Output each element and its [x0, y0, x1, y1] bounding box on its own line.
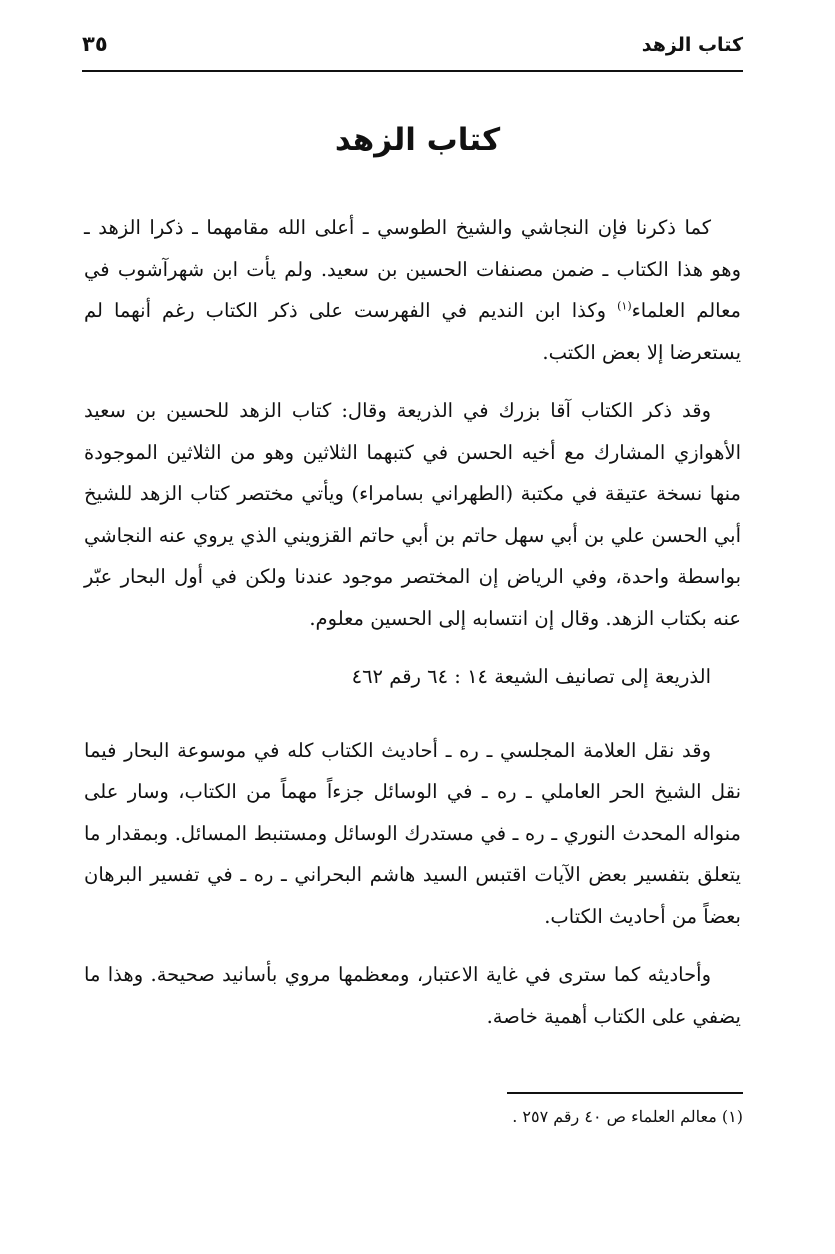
- page-number: ٣٥: [82, 32, 108, 56]
- paragraph-4: وأحاديثه كما سترى في غاية الاعتبار، ومعظمها مروي بأسانيد صحيحة. وهذا ما يضفي على الكتاب أهمية خاصة.: [84, 963, 741, 1028]
- paragraph-2: وقد ذكر الكتاب آقا بزرك في الذريعة وقال: كتاب الزهد للحسين بن سعيد الأهوازي المشارك مع أخيه الحسن في كتبهما الثلاثين وهو من الثلاثين الموجودة منها نسخة عتيقة في مكتبة (الطهراني بسامراء) ويأتي مختصر كتاب الزهد للشيخ أبي الحسن علي بن أبي سهل حاتم بن أبي حاتم القزويني الذي يروي عنه النجاشي بواسطة واحدة، وفي الرياض إن المختصر موجود عندنا ولكن في أول البحار عبّر عنه بكتاب الزهد. وقال إن انتسابه إلى الحسين معلوم.: [84, 399, 741, 630]
- running-header: [82, 28, 743, 68]
- paragraph-1: [84, 207, 741, 373]
- body-text: [84, 207, 741, 1054]
- footnote-marker: (١): [617, 299, 632, 313]
- citation-line: الذريعة إلى تصانيف الشيعة ١٤ : ٦٤ رقم ٤٦٢: [351, 665, 711, 688]
- running-title: كتاب الزهد: [641, 34, 743, 56]
- paragraph-1-text-continued: وكذا ابن النديم في الفهرست على ذكر الكتاب رغم أنهما لم يستعرضا إلا بعض الكتب.: [84, 299, 741, 364]
- paragraph-1-text: كما ذكرنا فإن النجاشي والشيخ الطوسي ـ أعلى الله مقامهما ـ ذكرا الزهد ـ وهو هذا الكتاب ـ ضمن مصنفات الحسين بن سعيد. ولم يأت ابن شهرآشوب في معالم العلماء: [84, 216, 741, 322]
- footnote-rule: [507, 1092, 743, 1094]
- paragraph-3: وقد نقل العلامة المجلسي ـ ره ـ أحاديث الكتاب كله في موسوعة البحار فيما نقل الشيخ الحر العاملي ـ ره ـ في الوسائل جزءاً مهماً من الكتاب، وسار على منواله المحدث النوري ـ ره ـ في مستدرك الوسائل ومستنبط المسائل. وبمقدار ما يتعلق بتفسير بعض الآيات اقتبس السيد هاشم البحراني ـ ره ـ في تفسير البرهان بعضاً من أحاديث الكتاب.: [84, 738, 741, 928]
- chapter-title: كتاب الزهد: [334, 122, 501, 158]
- footnote: (١) معالم العلماء ص ٤٠ رقم ٢٥٧ .: [512, 1107, 743, 1126]
- header-rule: [82, 70, 743, 72]
